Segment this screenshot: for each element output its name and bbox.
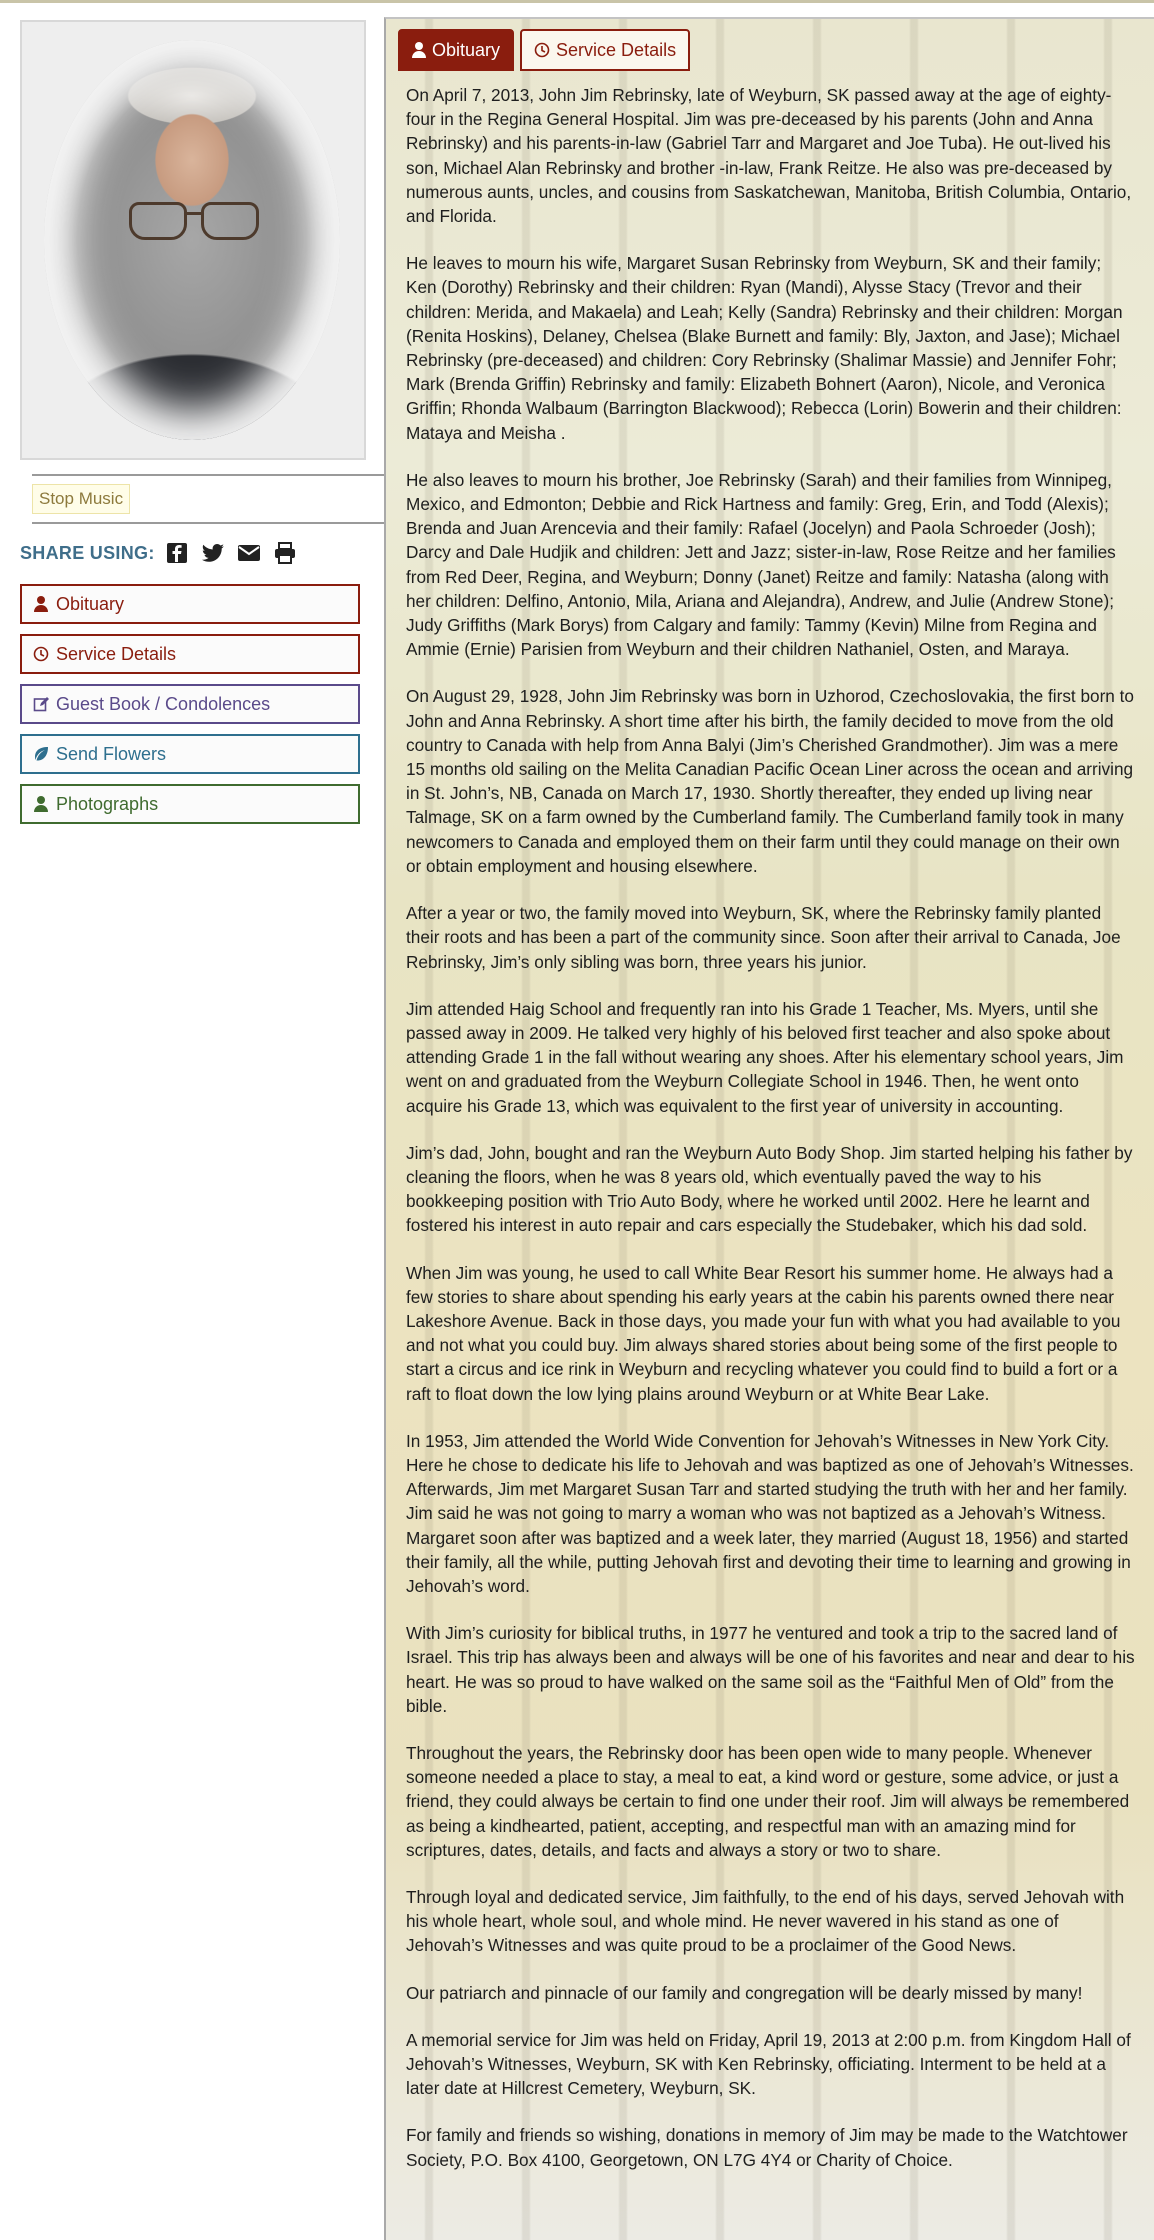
obituary-paragraph: Throughout the years, the Rebrinsky door has been open wide to many people. Whenever someone needed a place to stay, a meal to eat, a kind word or gesture, some advice, or just a friend, they could always be certain to find one under their roof. Jim will always be remembered as being a kindhearted, patient, accepting, and respectful man with an amazing mind for scriptures, dates, details, and facts and always a story or two to share. <box>406 1742 1130 1860</box>
obituary-paragraph: With Jim’s curiosity for biblical truths, in 1977 he ventured and took a trip to the sacred land of Israel. This trip has always been and always will be one of his favorites and near and dear to his heart. He was so proud to have walked on the same soil as the “Faithful Men of Old” from the bible. <box>406 1623 1135 1716</box>
sidebar-item-guest-book[interactable] <box>20 684 360 724</box>
tab-label: Obituary <box>432 39 501 60</box>
person-icon <box>32 795 50 813</box>
twitter-icon[interactable] <box>201 541 225 565</box>
sidebar-item-service-details[interactable] <box>20 634 360 674</box>
facebook-icon[interactable] <box>165 541 189 565</box>
person-icon <box>412 42 426 58</box>
tab-service-details[interactable] <box>520 29 690 71</box>
sidebar-item-label: Photographs <box>56 793 159 814</box>
sidebar-item-photographs[interactable] <box>20 784 360 824</box>
obituary-paragraph: He also leaves to mourn his brother, Joe Rebrinsky (Sarah) and their families from Winnipeg, Mexico, and Edmonton; Debbie and Rick Hartness and family: Greg, Erin, and Todd (Alexis); Brenda and Juan Arencevia and their family: Rafael (Jocelyn) and Paola Schroeder (Josh); Darcy and Dale Hudjik and children: Jett and Jazz; sister-in-law, Rose Reitze and her families from Red Deer, Regina, and Weyburn; Donny (Janet) Reitze and family: Natasha (along with her children: Delfino, Antonio, Mila, Ariana and Alejandra), Andrew, and Julie (Andrew Stone); Judy Griffiths (Mark Borys) from Calgary and family: Tammy (Kevin) Milne from Regina and Ammie (Ernie) Parisien from Weyburn and their children Nathaniel, Osten, and Maraya. <box>406 469 1116 660</box>
obituary-paragraph: After a year or two, the family moved into Weyburn, SK, where the Rebrinsky family planted their roots and has been a part of the community since. Soon after their arrival to Canada, Joe Rebrinsky, Jim’s only sibling was born, three years his junior. <box>406 903 1121 972</box>
obituary-paragraph: He leaves to mourn his wife, Margaret Susan Rebrinsky from Weyburn, SK and their family; Ken (Dorothy) Rebrinsky and their children: Ryan (Mandi), Alysse Stacy (Trevor and their children: Merida, and Makaela) and Leah; Kelly (Sandra) Rebrinsky and their children: Morgan (Renita Hoskins), Delaney, Chelsea (Blake Burnett and family: Bly, Jaxton, and Jase); Michael Rebrinsky (pre-deceased) and children: Cory Rebrinsky (Shalimar Massie) and Jennifer Fohr; Mark (Brenda Griffin) Rebrinsky and family: Elizabeth Bohnert (Aaron), Nicole, and Veronica Griffin; Rhonda Walbaum (Barrington Blackwood); Rebecca (Lorin) Bowerin and their children: Mataya and Meisha . <box>406 253 1123 443</box>
memorial-photo-frame <box>20 20 366 460</box>
sidebar-item-label: Service Details <box>56 643 177 664</box>
sidebar <box>20 20 366 834</box>
sidebar-item-send-flowers[interactable] <box>20 734 360 774</box>
obituary-text <box>406 83 1136 2195</box>
print-icon[interactable] <box>273 541 297 565</box>
obituary-panel <box>384 17 1154 2240</box>
obituary-paragraph: Jim attended Haig School and frequently ran into his Grade 1 Teacher, Ms. Myers, until she passed away in 2009. He talked very highly of his beloved first teacher and also spoke about attending Grade 1 in the fall without wearing any shoes. After his elementary school years, Jim went on and graduated from the Weyburn Collegiate School in 1946. Then, he went onto acquire his Grade 13, which was equivalent to the first year of university in accounting. <box>406 998 1124 1116</box>
obituary-paragraph: A memorial service for Jim was held on Friday, April 19, 2013 at 2:00 p.m. from Kingdom Hall of Jehovah’s Witnesses, Weyburn, SK with Ken Rebrinsky, officiating. Interment to be held at a later date at Hillcrest Cemetery, Weyburn, SK. <box>406 2029 1131 2099</box>
clock-icon <box>534 42 550 58</box>
sidebar-item-label: Obituary <box>56 593 125 614</box>
music-top-rule <box>32 474 386 476</box>
share-row <box>20 538 366 568</box>
tab-bar <box>398 29 696 71</box>
leaf-icon <box>32 745 50 763</box>
person-icon <box>32 595 50 613</box>
sidebar-item-obituary[interactable] <box>20 584 360 624</box>
music-bottom-rule <box>32 522 386 524</box>
obituary-paragraph: On August 29, 1928, John Jim Rebrinsky was born in Uzhorod, Czechoslovakia, the first born to John and Anna Rebrinsky. A short time after his birth, the family decided to move from the old country to Canada with help from Anna Balyi (Jim’s Cherished Grandmother). Jim was a mere 15 months old sailing on the Melita Canadian Pacific Ocean Liner across the ocean and arriving in St. John’s, NB, Canada on March 17, 1930. Shortly thereafter, they ended up living near Talmage, SK on a farm owned by the Cumberland family. The Cumberland family took in many newcomers to Canada and employed them on their farm until they could manage on their own or obtain employment and housing elsewhere. <box>406 686 1134 876</box>
sidebar-nav <box>20 584 366 824</box>
tab-label: Service Details <box>556 39 677 60</box>
obituary-paragraph: In 1953, Jim attended the World Wide Convention for Jehovah’s Witnesses in New York City. Here he chose to dedicate his life to Jehovah and was baptized as one of Jehovah’s Witnesses. Afterwards, Jim met Margaret Susan Tarr and started studying the truth with her and her family. Jim said he was not going to marry a woman who was not baptized as a Jehovah’s Witness. Margaret soon after was baptized and a week later, they married (August 18, 1956) and started their family, all the while, putting Jehovah first and devoting their time to learning and growing in Jehovah’s word. <box>406 1430 1134 1596</box>
top-divider <box>0 0 1154 3</box>
memorial-portrait <box>44 40 340 440</box>
obituary-paragraph: Our patriarch and pinnacle of our family and congregation will be dearly missed by many! <box>406 1982 1083 2003</box>
obituary-paragraph: When Jim was young, he used to call White Bear Resort his summer home. He always had a few stories to share about spending his early years at the cabin his parents owned there near Lakeshore Avenue. Back in those days, you made your fun with what you had available to you and not what you could buy. Jim always shared stories about being some of the first people to start a circus and ice rink in Weyburn and recycling whatever you could find to build a fort or a raft to float down the low lying plains around Weyburn or at White Bear Lake. <box>406 1262 1121 1404</box>
sidebar-item-label: Send Flowers <box>56 743 167 764</box>
stop-music-button[interactable]: Stop Music <box>32 484 130 514</box>
sidebar-item-label: Guest Book / Condolences <box>56 693 271 714</box>
obituary-paragraph: Jim’s dad, John, bought and ran the Weyburn Auto Body Shop. Jim started helping his father by cleaning the floors, when he was 8 years old, which eventually paved the way to his bookkeeping position with Trio Auto Body, where he worked until 2002. Here he learnt and fostered his interest in auto repair and cars especially the Studebaker, which his dad sold. <box>406 1142 1133 1236</box>
email-icon[interactable] <box>237 541 261 565</box>
share-label: SHARE USING: <box>20 542 155 563</box>
obituary-paragraph: On April 7, 2013, John Jim Rebrinsky, late of Weyburn, SK passed away at the age of eighty-four in the Regina General Hospital. Jim was pre-deceased by his parents (John and Anna Rebrinsky) and his parents-in-law (Gabriel Tarr and Margaret and Joe Tuba). He out-lived his son, Michael Alan Rebrinsky and brother -in-law, Frank Reitze. He also was pre-deceased by numerous aunts, uncles, and cousins from Saskatchewan, Manitoba, British Columbia, Ontario, and Florida. <box>406 85 1132 227</box>
obituary-paragraph: For family and friends so wishing, donations in memory of Jim may be made to the Watchtower Society, P.O. Box 4100, Georgetown, ON L7G 4Y4 or Charity of Choice. <box>406 2125 1128 2170</box>
clock-icon <box>32 645 50 663</box>
portrait-glasses <box>129 202 259 236</box>
tab-obituary[interactable] <box>398 29 514 71</box>
edit-icon <box>32 695 50 713</box>
obituary-paragraph: Through loyal and dedicated service, Jim faithfully, to the end of his days, served Jehovah with his whole heart, whole soul, and whole mind. He never wavered in his stand as one of Jehovah’s Witnesses and was quite proud to be a proclaimer of the Good News. <box>406 1887 1125 1956</box>
